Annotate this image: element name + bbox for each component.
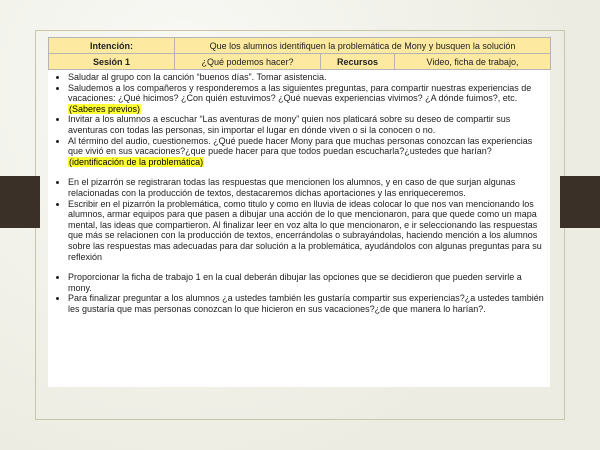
lesson-plan-document	[48, 37, 550, 387]
intention-label: Intención:	[49, 38, 175, 54]
highlight-identificacion: (identificación de la problemática)	[69, 156, 204, 167]
lesson-header-table	[48, 37, 551, 70]
activity-item: • Para finalizar preguntar a los alumnos ¿a ustedes también les gustaría compartir sus experiencias?¿a ustedes también les gustaría que mas personas conozcan lo que hicieron en sus vacaciones?¿de que manera lo harían?.	[68, 293, 544, 314]
session-row	[49, 54, 551, 70]
activity-item: • Proporcionar la ficha de trabajo 1 en la cual deberán dibujar las opciones que se decidieron que pueden servirle a mony.	[68, 272, 544, 293]
left-dark-band	[0, 176, 40, 228]
intention-value: Que los alumnos identifiquen la problemática de Mony y busquen la solución	[175, 38, 551, 54]
highlight-saberes-previos: (Saberes previos)	[69, 103, 141, 114]
intention-row	[49, 38, 551, 54]
resources-value: Video, ficha de trabajo,	[395, 54, 551, 70]
activity-item: • Al término del audio, cuestionemos. ¿Qué puede hacer Mony para que muchas personas conozcan las experiencias que vivió en sus vacaciones?¿que puede hacer para que todos puedan escucharla?¿ustedes que harían? (identificación de la problemática)	[68, 136, 544, 168]
resources-label: Recursos	[321, 54, 395, 70]
session-question: ¿Qué podemos hacer?	[175, 54, 321, 70]
activity-item: • Saludar al grupo con la canción “buenos días”. Tomar asistencia.	[68, 72, 544, 83]
activity-item: • Escribir en el pizarrón la problemática, como titulo y como en lluvia de ideas colocar lo que nos van mencionando los alumnos, armar equipos para que pasen a dibujar una acción de lo que mencionaron, para que quede como un mapa mental, las ideas que compartieron. Al finalizar leer en voz alta lo que mencionaron, e ir seleccionando las respuestas que más se relacionen con la producción de textos, encerrándolas o subrayándolas, haciendo mención a los alumnos sobre las respuestas mas adecuadas para dar solución a la problemática, ayudándolos con algunas preguntas para su reflexión	[68, 199, 544, 263]
activity-item: • Saludemos a los compañeros y responderemos a las siguientes preguntas, para compartir nuestras experiencias de vacaciones: ¿Qué hicimos? ¿Con quién estuvimos? ¿Qué nuevas experiencias vivimos? ¿A dónde fuimos?, etc. (Saberes previos)	[68, 83, 544, 115]
activity-list	[48, 72, 550, 314]
session-label: Sesión 1	[49, 54, 175, 70]
activity-item: • Invitar a los alumnos a escuchar “Las aventuras de mony” quien nos platicará sobre su deseo de compartir sus aventuras con todas las personas, sin importar el lugar en dónde viven o si la conocen o no.	[68, 114, 544, 135]
activity-item: • En el pizarrón se registraran todas las respuestas que mencionen los alumnos, y en caso de que surjan algunas relacionadas con la producción de textos, destacaremos dichas aportaciones y las enriqueceremos.	[68, 177, 544, 198]
right-dark-band	[560, 176, 600, 228]
